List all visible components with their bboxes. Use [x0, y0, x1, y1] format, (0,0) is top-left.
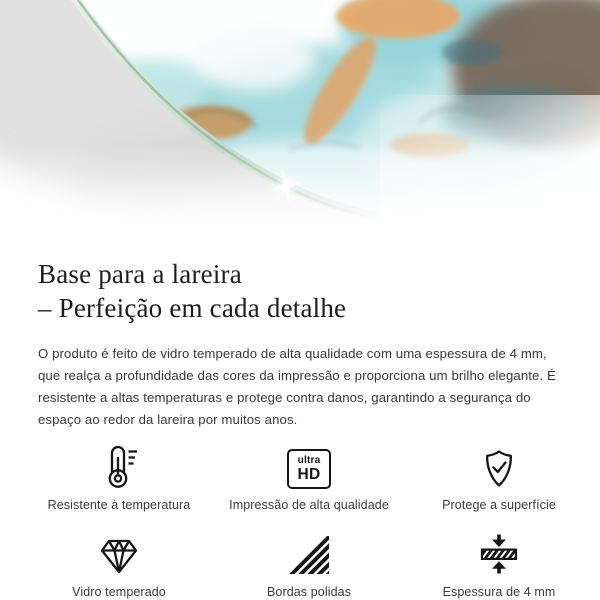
feature-label: Vidro temperado — [72, 585, 166, 600]
ultra-hd-icon — [287, 444, 331, 489]
feature-label: Protege a superfície — [442, 498, 556, 513]
feature-thickness — [404, 531, 594, 599]
product-photo — [0, 0, 600, 236]
feature-grid — [24, 444, 594, 599]
thermometer-icon — [99, 444, 139, 489]
glass-base-photo — [0, 0, 600, 236]
feature-label: Espessura de 4 mm — [442, 585, 556, 600]
diamond-icon — [97, 531, 141, 576]
feature-print-quality — [214, 444, 404, 512]
feature-label: Impressão de alta qualidade — [229, 498, 389, 513]
feature-polished-edges — [214, 531, 404, 599]
ultra-hd-icon-text-bottom: HD — [297, 466, 321, 484]
title-line-1: Base para a lareira — [38, 259, 242, 290]
page-title — [38, 254, 566, 325]
thickness-icon — [477, 531, 521, 576]
feature-tempered-glass — [24, 531, 214, 599]
feature-temperature — [24, 444, 214, 512]
feature-label: Bordas polidas — [266, 585, 352, 600]
feature-protects-surface — [404, 444, 594, 512]
ultra-hd-icon-text-top: ultra — [297, 455, 321, 467]
feature-label: Resistente à temperatura — [47, 498, 191, 513]
product-info-section — [0, 254, 600, 599]
polished-edges-icon — [287, 531, 331, 576]
product-description: O produto é feito de vidro temperado de alta qualidade com uma espessura de 4 mm, que realça a profundidade das cores da impressão e proporciona um brilho elegante. É resistente a altas temperaturas e protege contra danos, garantindo a segurança do espaço ao redor da lareira por muitos anos. — [38, 346, 556, 428]
shield-check-icon — [477, 444, 521, 489]
corner-fade — [380, 95, 600, 236]
title-line-2: – Perfeição em cada detalhe — [38, 293, 347, 324]
